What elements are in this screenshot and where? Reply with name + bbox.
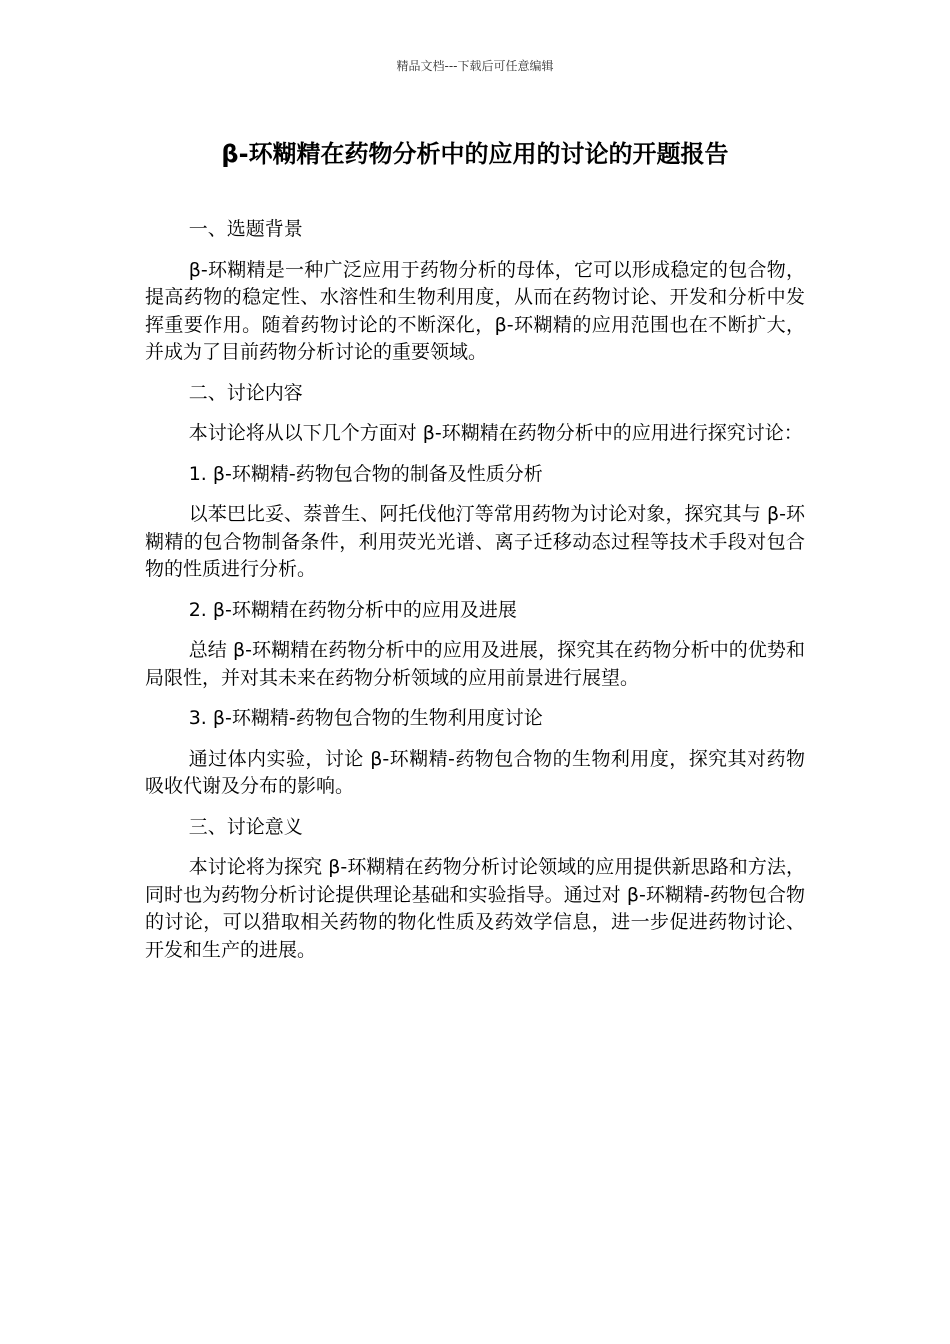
- subsection-heading-3: 3. β-环糊精-药物包合物的生物利用度讨论: [188, 707, 543, 729]
- paragraph-significance: 本讨论将为探究 β-环糊精在药物分析讨论领域的应用提供新思路和方法，同时也为药物分析讨论提供理论基础和实验指导。通过对 β-环糊精-药物包合物的讨论，可以猎取相关药物的物化性质及药效学信息，进一步促进药物讨论、开发和生产的进展。: [145, 856, 805, 961]
- paragraph-content-intro: 本讨论将从以下几个方面对 β-环糊精在药物分析中的应用进行探究讨论：: [188, 422, 803, 444]
- paragraph-subsection-2: 总结 β-环糊精在药物分析中的应用及进展，探究其在药物分析中的优势和局限性，并对其未来在药物分析领域的应用前景进行展望。: [145, 639, 805, 689]
- paragraph-subsection-3: 通过体内实验，讨论 β-环糊精-药物包合物的生物利用度，探究其对药物吸收代谢及分布的影响。: [145, 747, 805, 797]
- paragraph-subsection-1: 以苯巴比妥、萘普生、阿托伐他汀等常用药物为讨论对象，探究其与 β-环糊精的包合物制备条件，利用荧光光谱、离子迁移动态过程等技术手段对包合物的性质进行分析。: [145, 503, 805, 580]
- page-header: 精品文档---下载后可任意编辑: [396, 59, 554, 73]
- section-heading-significance: 三、讨论意义: [188, 815, 303, 838]
- document-title: β-环糊精在药物分析中的应用的讨论的开题报告: [221, 140, 729, 168]
- document-body: [145, 216, 805, 977]
- section-heading-background: 一、选题背景: [188, 218, 303, 240]
- subsection-heading-1: 1. β-环糊精-药物包合物的制备及性质分析: [188, 462, 543, 485]
- section-heading-content: 二、讨论内容: [188, 381, 303, 404]
- paragraph-background: β-环糊精是一种广泛应用于药物分析的母体，它可以形成稳定的包合物，提高药物的稳定性、水溶性和生物利用度，从而在药物讨论、开发和分析中发挥重要作用。随着药物讨论的不断深化，β-环糊精的应用范围也在不断扩大，并成为了目前药物分析讨论的重要领域。: [145, 258, 805, 363]
- subsection-heading-2: 2. β-环糊精在药物分析中的应用及进展: [188, 598, 517, 621]
